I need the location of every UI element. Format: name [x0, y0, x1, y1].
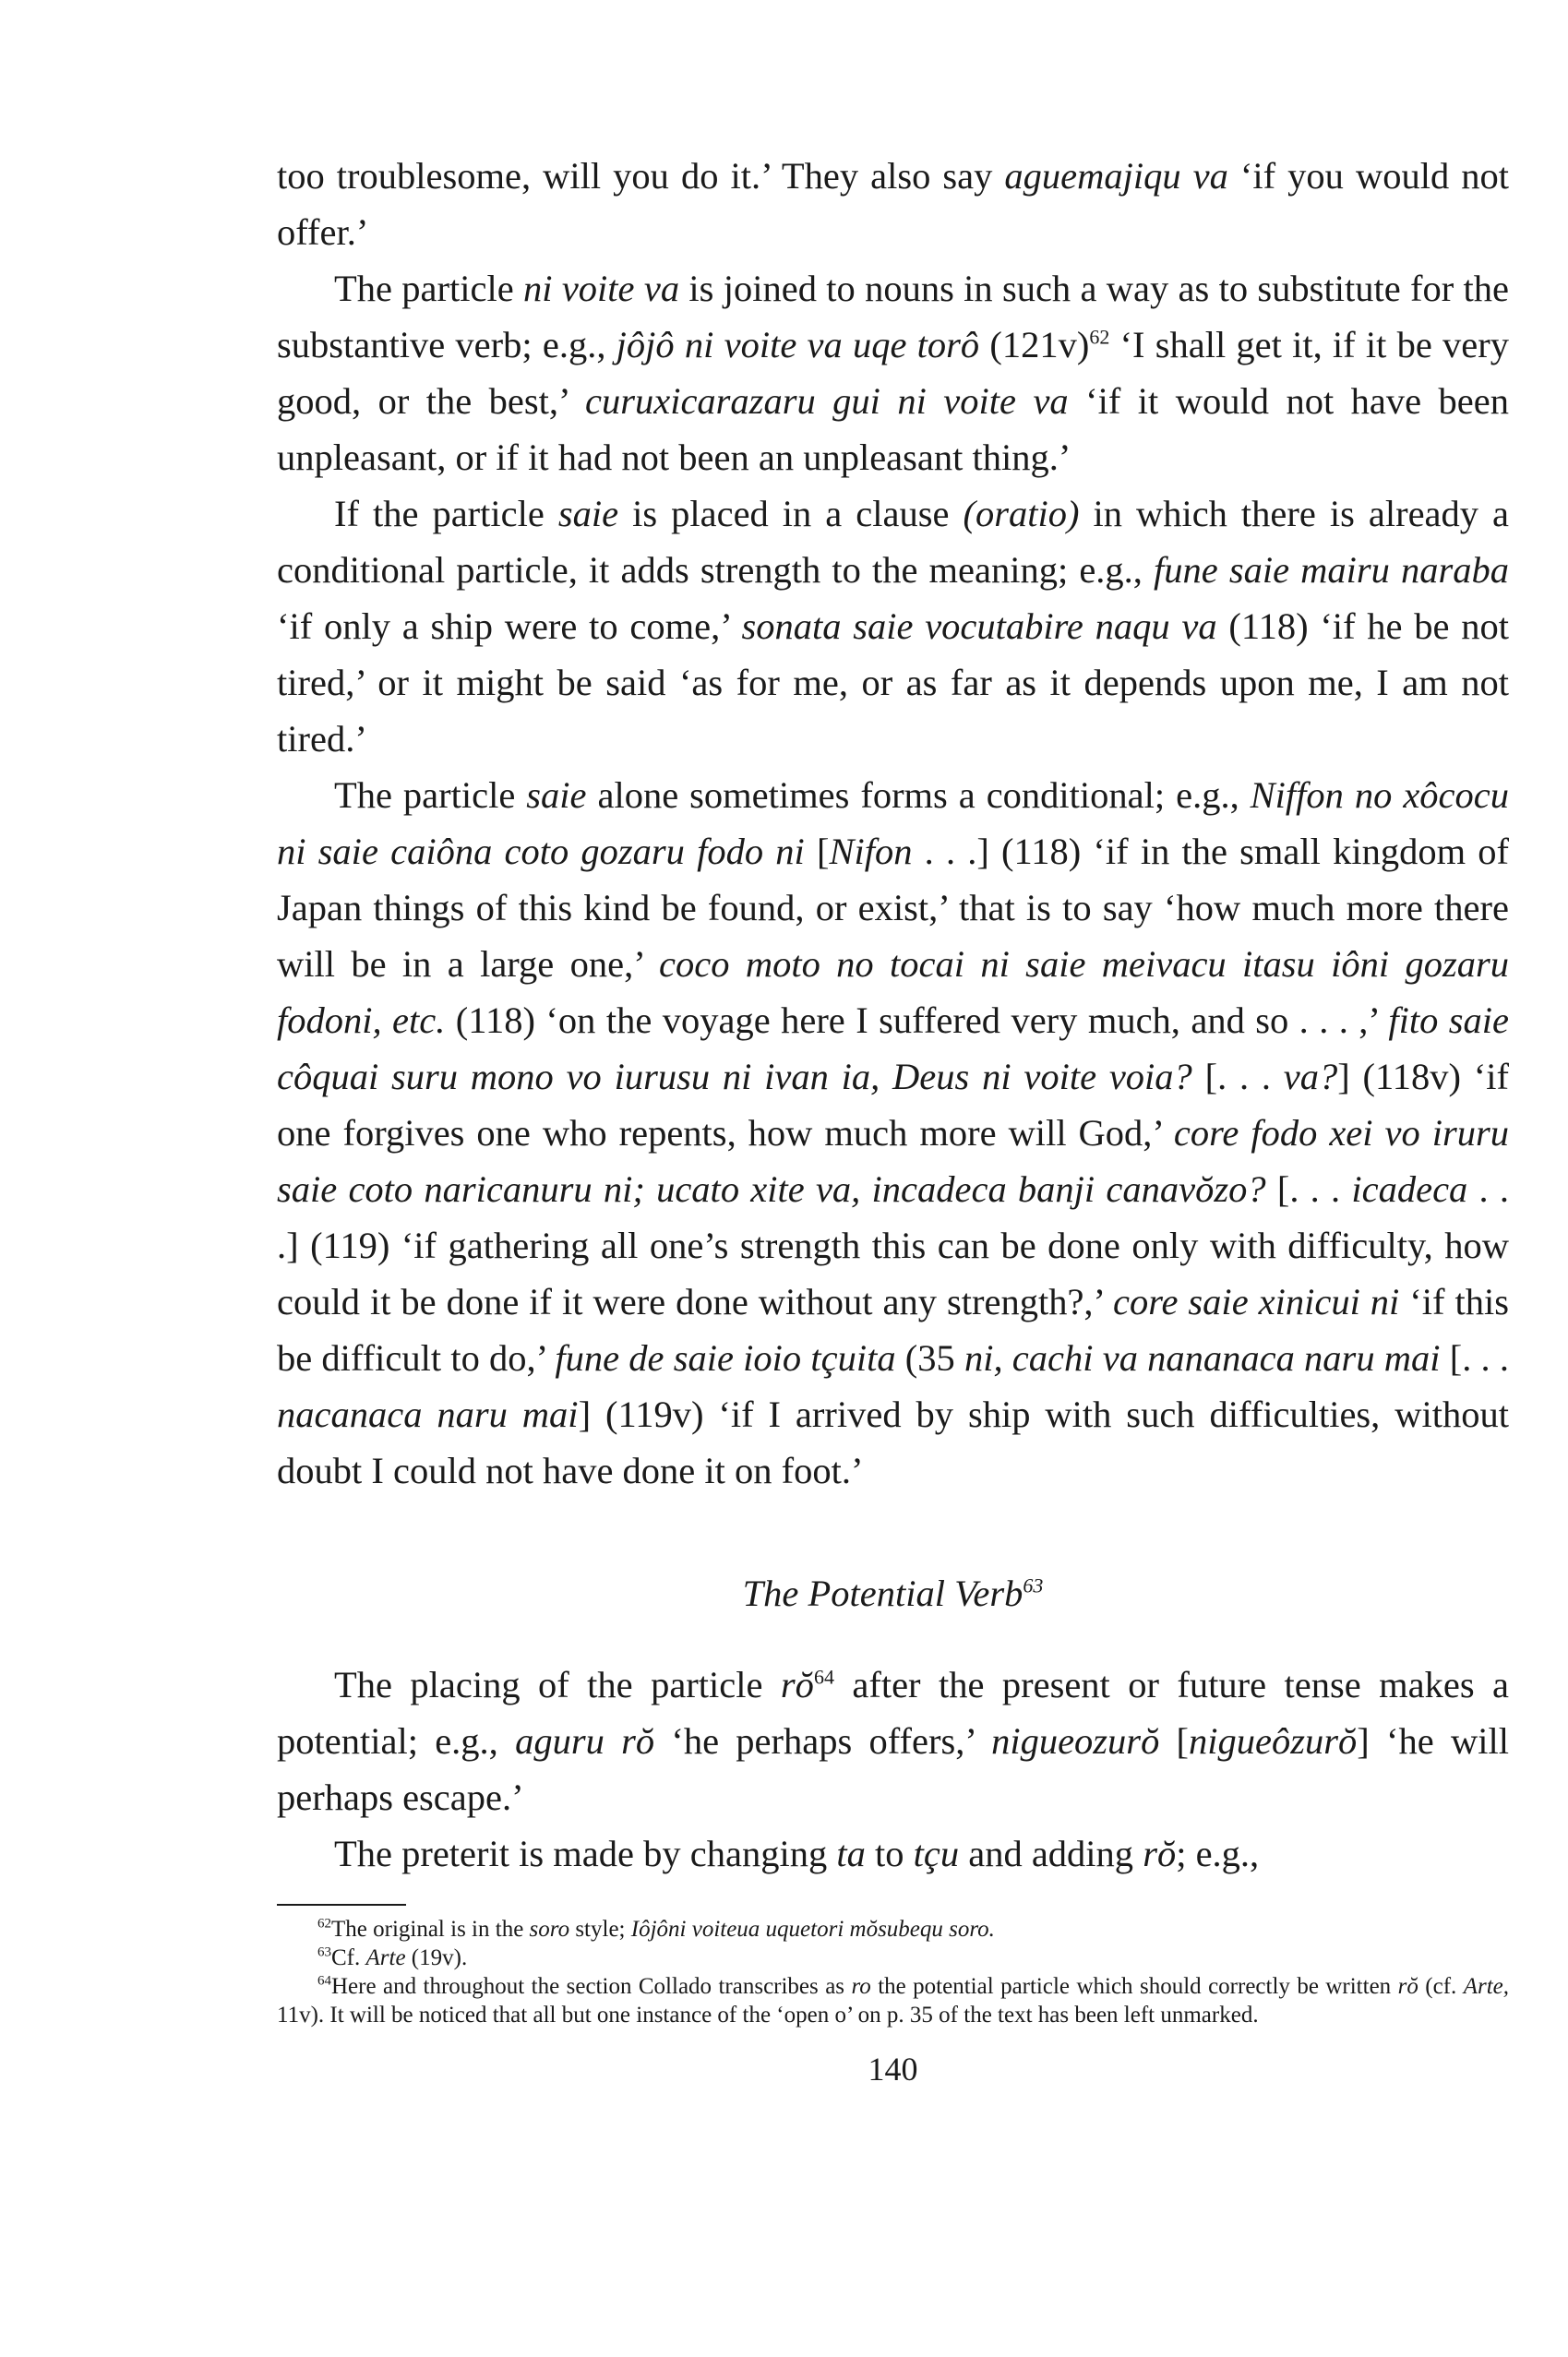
footnote-62: [277, 1915, 1509, 1944]
italic-term: core saie xinicui ni: [1113, 1281, 1400, 1322]
italic-term: core fodo xei vo iruru saie coto naricanuru ni; ucato xite va, incadeca banji canavŏzo?: [277, 1112, 1509, 1210]
text-run: ‘I shall get it, if it be very good, or the best,’: [277, 324, 1509, 422]
page-number: 140: [868, 2051, 918, 2088]
footnote-mark: 62: [317, 1916, 331, 1932]
italic-term: rŏ: [1397, 1974, 1418, 1999]
text-run: [: [804, 831, 830, 872]
italic-term: jôjô ni voite va uqe torô: [616, 324, 980, 365]
italic-term: ro: [851, 1974, 871, 1999]
text-run: ] (118v) ‘if one forgives one who repents, how much more will God,’: [277, 1056, 1509, 1154]
italic-term: tçu: [913, 1833, 960, 1874]
footnote-mark: 64: [317, 1973, 331, 1989]
text-run: [. . .: [1265, 1168, 1352, 1210]
italic-term: Iôjôni voiteua uquetori mŏsubequ soro.: [630, 1917, 995, 1942]
text-run: [. . .: [1191, 1056, 1284, 1097]
text-run: (cf.: [1418, 1974, 1464, 1999]
text-run: to: [865, 1833, 914, 1874]
text-run: Cf.: [331, 1945, 366, 1970]
italic-term: fune de saie ioio tçuita: [555, 1337, 896, 1379]
italic-term: aguru rŏ: [515, 1720, 655, 1762]
italic-term: rŏ: [1143, 1833, 1177, 1874]
italic-term: Nifon: [829, 831, 913, 872]
text-run: The preterit is made by changing: [334, 1833, 837, 1874]
paragraph-3: [277, 485, 1509, 767]
text-run: ‘if only a ship were to come,’: [277, 605, 742, 647]
text-run: . . .] (118) ‘if in the small kingdom of Japan things of this kind be found, or exist,’ that is to say ‘how much more there will be in a large one,’: [277, 831, 1509, 985]
paragraph-6: [277, 1825, 1509, 1882]
footnote-ref: 63: [1023, 1573, 1044, 1597]
text-run: (118) ‘if he be not tired,’ or it might be said ‘as for me, or as far as it depends upon me, I am not tired.’: [277, 605, 1509, 760]
text-run: [: [1159, 1720, 1190, 1762]
italic-term: (oratio): [963, 493, 1080, 534]
text-run: The particle: [334, 774, 527, 816]
italic-term: saie: [526, 774, 587, 816]
text-run: after the present or future tense makes a potential; e.g.,: [277, 1664, 1510, 1762]
italic-term: coco moto no tocai ni saie meivacu itasu iôni gozaru fodoni, etc.: [277, 943, 1509, 1041]
text-run: is placed in a clause: [618, 493, 964, 534]
page: [277, 148, 1509, 2088]
text-run: . . .] (119) ‘if gathering all one’s strength this can be done only with difficulty, how could it be done if it were done without any strength?,’: [277, 1168, 1510, 1322]
text-run: ; e.g.,: [1176, 1833, 1260, 1874]
italic-term: rŏ: [780, 1664, 814, 1705]
italic-term: saie: [557, 493, 619, 534]
section-heading: [277, 1565, 1509, 1621]
text-run: 11v). It will be noticed that all but one instance of the ‘open o’ on p. 35 of the text has been left unmarked.: [277, 2003, 1259, 2028]
text-run: and adding: [959, 1833, 1143, 1874]
text-run: (118) ‘on the voyage here I suffered very much, and so . . . ,’: [445, 999, 1389, 1041]
footnote-mark: 63: [317, 1944, 331, 1960]
text-run: ‘if it would not have been unpleasant, or if it had not been an unpleasant thing.’: [277, 380, 1510, 478]
footnotes: [277, 1915, 1509, 2029]
text-run: (121v): [979, 324, 1090, 365]
italic-term: soro: [529, 1917, 570, 1942]
text-run: ] ‘he will perhaps escape.’: [277, 1720, 1509, 1818]
text-run: is joined to nouns in such a way as to substitute for the substantive verb; e.g.,: [277, 268, 1509, 365]
text-run: (19v).: [405, 1945, 468, 1970]
text-run: the potential particle which should correctly be written: [870, 1974, 1398, 1999]
text-run: too troublesome, will you do it.’ They also say: [277, 155, 1005, 197]
italic-term: ta: [836, 1833, 866, 1874]
text-run: ‘if you would not offer.’: [277, 155, 1509, 253]
heading-title: The Potential Verb: [742, 1573, 1023, 1614]
text-run: style;: [569, 1917, 631, 1942]
italic-term: va?: [1283, 1056, 1338, 1097]
italic-term: curuxicarazaru gui ni voite va: [584, 380, 1069, 422]
italic-term: ni voite va: [523, 268, 680, 309]
italic-term: Niffon no xôcocu ni saie caiôna coto gozaru fodo ni: [277, 774, 1510, 872]
footnote-divider: [277, 1904, 406, 1906]
italic-term: nigueozurŏ: [991, 1720, 1160, 1762]
text-run: ‘if this be difficult to do,’: [277, 1281, 1509, 1379]
italic-term: icadeca: [1351, 1168, 1468, 1210]
italic-term: sonata saie vocutabire naqu va: [741, 605, 1217, 647]
italic-term: nacanaca naru mai: [277, 1394, 579, 1435]
italic-term: Arte,: [1463, 1974, 1509, 1999]
paragraph-4: [277, 767, 1509, 1499]
text-run: The original is in the: [331, 1917, 530, 1942]
italic-term: fune saie mairu naraba: [1154, 549, 1510, 591]
footnote-ref: 64: [813, 1665, 834, 1689]
italic-term: aguemajiqu va: [1004, 155, 1228, 197]
text-run: (35: [895, 1337, 964, 1379]
text-run: alone sometimes forms a conditional; e.g.,: [586, 774, 1251, 816]
text-run: in which there is already a conditional particle, it adds strength to the meaning; e.g.,: [277, 493, 1509, 591]
text-run: ‘he perhaps offers,’: [654, 1720, 992, 1762]
italic-term: fito saie côquai suru mono vo iurusu ni ivan ia, Deus ni voite voia?: [277, 999, 1509, 1097]
footnote-63: [277, 1944, 1509, 1972]
text-run: If the particle: [334, 493, 558, 534]
footnote-64: [277, 1972, 1509, 2029]
section-text: [277, 1657, 1509, 1882]
footnote-ref: 62: [1089, 325, 1110, 349]
italic-term: Arte: [365, 1945, 406, 1970]
text-run: The particle: [334, 268, 524, 309]
italic-term: niguеôzurŏ: [1189, 1720, 1358, 1762]
paragraph-1: [277, 148, 1509, 260]
main-text: [277, 148, 1509, 1499]
paragraph-2: [277, 260, 1509, 485]
text-run: ] (119v) ‘if I arrived by ship with such difficulties, without doubt I could not have done it on foot.’: [277, 1394, 1509, 1491]
paragraph-5: [277, 1657, 1509, 1825]
text-run: Here and throughout the section Collado transcribes as: [331, 1974, 852, 1999]
italic-term: ni, cachi va nananaca naru mai: [964, 1337, 1441, 1379]
text-run: The placing of the particle: [334, 1664, 781, 1705]
text-run: [. . .: [1440, 1337, 1509, 1379]
